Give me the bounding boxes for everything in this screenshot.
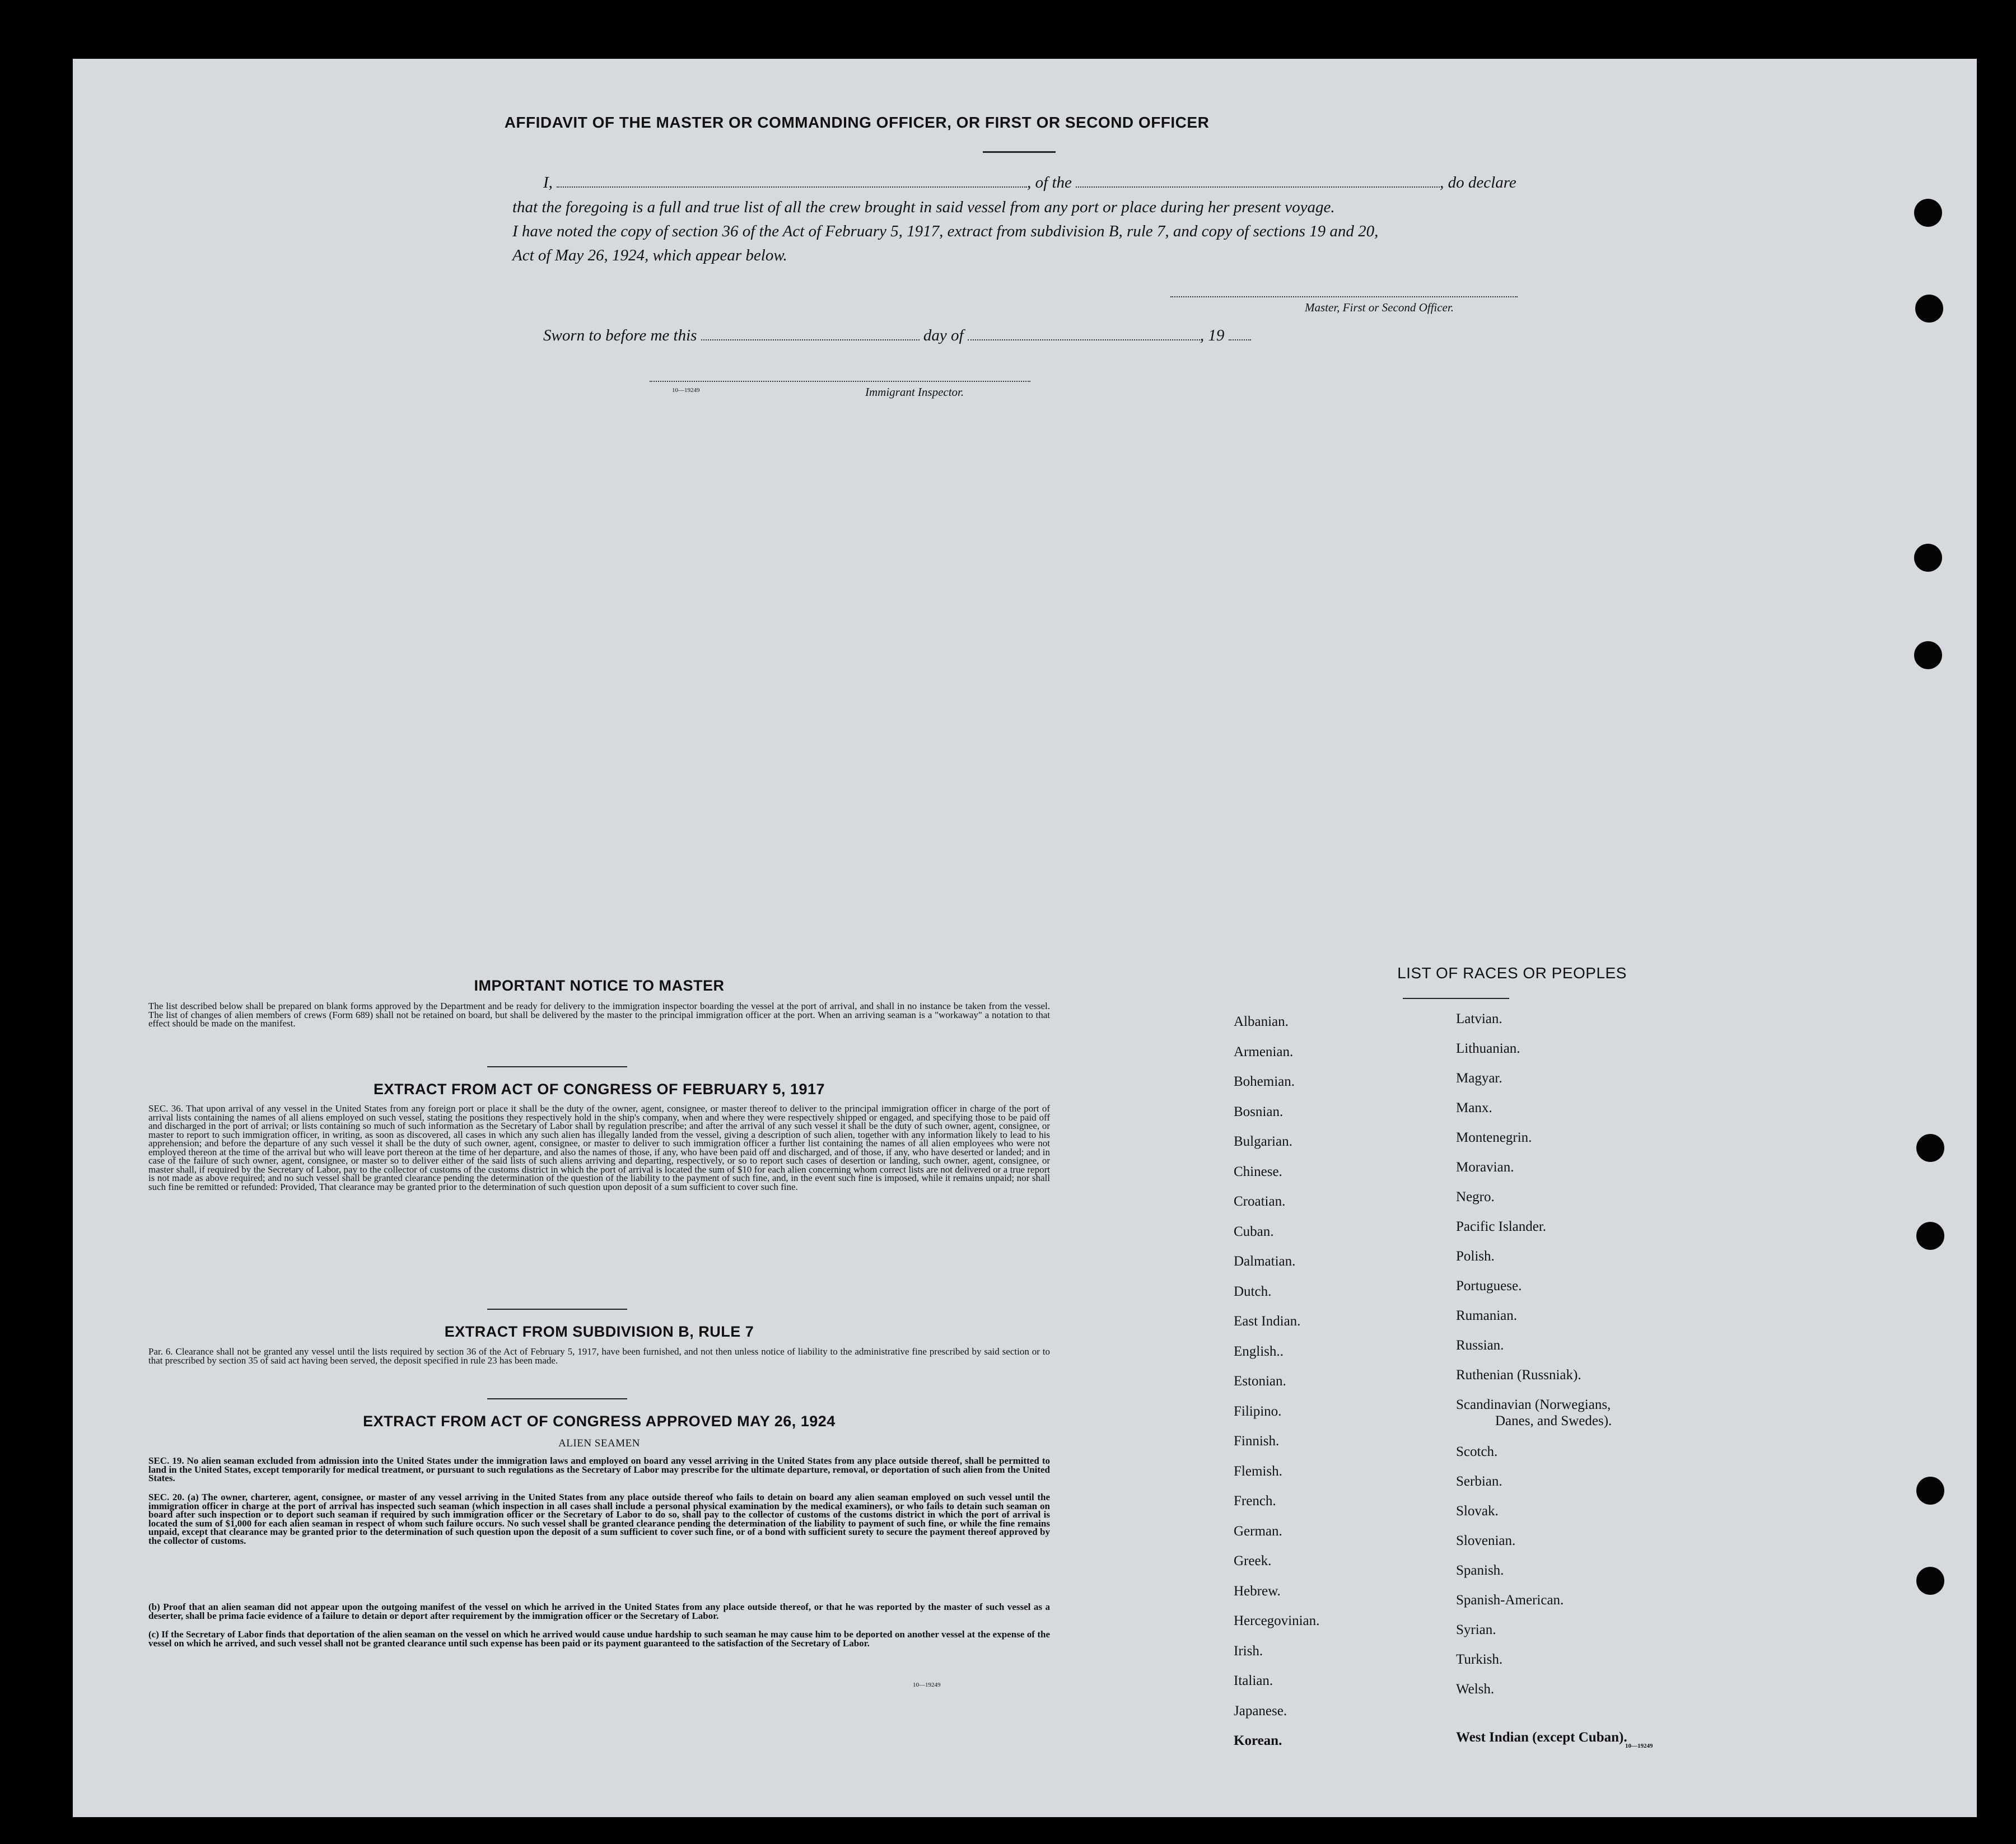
sworn-day-blank[interactable] [701, 339, 920, 340]
form-number-top: 10—19249 [672, 387, 700, 394]
punch-hole [1915, 295, 1943, 323]
sworn-label: Sworn to before me this [543, 326, 697, 344]
do-declare-label: , do declare [1440, 174, 1516, 192]
race-item: Magyar. [1456, 1071, 1502, 1086]
race-item: Korean. [1234, 1733, 1282, 1748]
race-item: Spanish. [1456, 1563, 1504, 1578]
races-divider [1403, 998, 1509, 999]
race-item: Turkish. [1456, 1652, 1503, 1667]
race-item: Lithuanian. [1456, 1041, 1520, 1056]
race-item: Rumanian. [1456, 1308, 1518, 1323]
race-item: English.. [1234, 1344, 1284, 1359]
race-item: Moravian. [1456, 1160, 1514, 1175]
race-item: Irish. [1234, 1644, 1263, 1659]
punch-hole [1916, 1477, 1944, 1505]
extract-rule7-text: Par. 6. Clearance shall not be granted any vessel until the lists required by section 36 of the Act of February 5, 1917, have been furnished, and not then unless notice of liability to the administrative fine prescribed by said section or to that prescribed by section 35 of said act having been served, the deposit specified in rule 23 has been made. [148, 1346, 1050, 1366]
punch-hole [1916, 1567, 1944, 1595]
race-item: Montenegrin. [1456, 1130, 1532, 1145]
extract-1917-text: SEC. 36. That upon arrival of any vessel in the United States from any foreign port or place it shall be the duty of the owner, agent, consignee, or master thereof to deliver to the principal immigration officer in charge of the port of arrival lists containing the names of all aliens employed on such vessel, stating the positions they respectively hold in the ship's company, when and where they were respectively shipped or engaged, and specifying those to be paid off and discharged in the port of arrival; or lists containing so much of such information as the Secretary of Labor shall by regulation prescribe; and after the arrival of any such vessel it shall be the duty of such owner, agent, consignee, or master to report to such immigration officer, in writing, as soon as discovered, all cases in which any such alien has illegally landed from the vessel, giving a description of such alien, together with any information likely to lead to his apprehension; and before the departure of any such vessel it shall be the duty of such owner, agent, consignee, or master to deliver to such immigration officer a further list containing the names of all alien employees who were not employed thereon at the time of the arrival but who will leave port thereon at the time of her departure, and also the names of those, if any, who have been paid off and discharged, and of those, if any, who have deserted or landed; and in case of the failure of such owner, agent, consignee, or master so to deliver either of the said lists of such aliens arriving and departing, respectively, or so to report such cases of desertion or landing, such owner, agent, consignee, or master shall, if required by the Secretary of Labor, pay to the collector of customs of the customs district in which the port of arrival is located the sum of $10 for each alien concerning whom correct lists are not delivered or a true report is not made as above required; and no such vessel shall be granted clearance pending the determination of the question of the liability to the payment of such fine, and, in the event such fine is imposed, while it remains unpaid; nor shall such fine be remitted or refunded: Provided, That clearance may be granted prior to the determination of such question upon deposit of a sum sufficient to cover such fine. [148, 1103, 1050, 1192]
race-item: Hebrew. [1234, 1584, 1281, 1599]
alien-seamen-subtitle: ALIEN SEAMEN [558, 1437, 640, 1449]
affidavit-line-2: that the foregoing is a full and true list of all the crew brought in said vessel from any port or place during her present voyage. [512, 198, 1335, 216]
sec-19-text: SEC. 19. No alien seaman excluded from admission into the United States under the immigration laws and employed on board any vessel arriving in the United States from any place outside thereof, shall be permitted to land in the United States, except temporarily for medical treatment, or pursuant to such regulations as the Secretary of Labor may prescribe for the ultimate departure, removal, or deportation of such alien from the United States. [148, 1455, 1050, 1483]
divider [487, 1309, 627, 1310]
punch-hole [1914, 544, 1942, 572]
affidavit-line-4: Act of May 26, 1924, which appear below. [512, 246, 787, 264]
race-item: Dalmatian. [1234, 1254, 1296, 1269]
punch-hole [1916, 1134, 1944, 1162]
race-item: French. [1234, 1493, 1276, 1509]
race-item: Bosnian. [1234, 1104, 1284, 1119]
race-item: Chinese. [1234, 1164, 1282, 1179]
extract-1924-title: EXTRACT FROM ACT OF CONGRESS APPROVED MAY 26, 1924 [363, 1413, 836, 1430]
form-number-bottom: 10—19249 [913, 1682, 941, 1688]
race-item: Bohemian. [1234, 1074, 1295, 1089]
race-item: Spanish-American. [1456, 1593, 1564, 1608]
document-sheet [73, 59, 1977, 1817]
affidavit-title: AFFIDAVIT OF THE MASTER OR COMMANDING OFFICER, OR FIRST OR SECOND OFFICER [504, 114, 1210, 131]
divider [487, 1066, 627, 1067]
race-item: Bulgarian. [1234, 1134, 1292, 1149]
races-title: LIST OF RACES OR PEOPLES [1397, 964, 1627, 982]
notice-text: The list described below shall be prepared on blank forms approved by the Department and be ready for delivery to the immigration inspector boarding the vessel at the port of arrival, and shall in no instance be taken from the vessel. The list of changes of alien members of crews (Form 689) shall not be retained on board, but shall be delivered by the master to the principal immigration officer at the port. When an arriving seaman is a "workaway" a notation to that effect should be made on the manifest. [148, 1001, 1050, 1029]
affidavit-line-3: I have noted the copy of section 36 of the Act of February 5, 1917, extract from subdivision B, rule 7, and copy of sections 19 and 20, [512, 222, 1379, 240]
extract-1917-title: EXTRACT FROM ACT OF CONGRESS OF FEBRUARY 5, 1917 [373, 1081, 825, 1098]
extract-rule7-title: EXTRACT FROM SUBDIVISION B, RULE 7 [444, 1323, 754, 1340]
divider [487, 1398, 627, 1399]
sec-20a-text: SEC. 20. (a) The owner, charterer, agent, consignee, or master of any vessel arriving in the United States from any place outside thereof who fails to detain on board any alien seaman employed on such vessel until the immigration officer in charge at the port of arrival has inspected such seaman (which inspection in all cases shall include a personal physical examination by the medical examiners), or who fails to detain such seaman on board after such inspection or to deport such seaman if required by such immigration officer or the Secretary of Labor to do so, shall pay to the collector of customs of the customs district in which the port of arrival is located the sum of $1,000 for each alien seaman in respect of whom such failure occurs. No such vessel shall be granted clearance pending the determination of the liability to payment of such fine, or while the fine remains unpaid, except that clearance may be granted prior to the determination of such question upon the deposit of a sum sufficient to cover such fine, or of a bond with sufficient surety to secure the payment thereof approved by the collector of customs. [148, 1492, 1050, 1546]
race-item: Serbian. [1456, 1474, 1502, 1489]
punch-hole [1916, 1222, 1944, 1250]
sworn-year-blank[interactable] [1229, 339, 1251, 340]
race-item: Armenian. [1234, 1044, 1294, 1059]
of-the-label: , of the [1027, 174, 1072, 192]
sec-20c-text: (c) If the Secretary of Labor finds that deportation of the alien seaman on the vessel on which he arrived would cause undue hardship to such seaman he may cause him to be deported on another vessel at the expense of the vessel on which he arrived, and such vessel shall not be granted clearance until such expense has been paid or its payment guaranteed to the satisfaction of the Secretary of Labor. [148, 1629, 1050, 1649]
inspector-label: Immigrant Inspector. [865, 385, 964, 399]
punch-hole [1914, 199, 1942, 227]
race-item: West Indian (except Cuban). [1456, 1730, 1627, 1745]
inspector-signature-line[interactable] [650, 381, 1030, 382]
form-number-races: 10—19249 [1625, 1743, 1653, 1749]
race-item: Japanese. [1234, 1703, 1287, 1719]
race-item: Filipino. [1234, 1404, 1282, 1419]
race-item: Pacific Islander. [1456, 1219, 1547, 1234]
race-item: Ruthenian (Russniak). [1456, 1367, 1581, 1383]
race-item: East Indian. [1234, 1314, 1301, 1329]
race-item: Portuguese. [1456, 1278, 1522, 1294]
declarant-prefix: I, [543, 174, 553, 192]
sworn-line [543, 326, 1251, 345]
affidavit-line-1 [543, 174, 1516, 192]
sec-20b-text: (b) Proof that an alien seaman did not appear upon the outgoing manifest of the vessel on which he arrived in the United States from any place outside thereof, or that he was reported by the master of such vessel as a deserter, shall be prima facie evidence of a failure to detain or deport after requirement by the immigration officer or the Secretary of Labor. [148, 1602, 1050, 1621]
race-item: Finnish. [1234, 1434, 1280, 1449]
race-item: Italian. [1234, 1673, 1273, 1688]
race-item: Danes, and Swedes). [1495, 1413, 1612, 1428]
race-item: Greek. [1234, 1553, 1272, 1568]
race-item: Latvian. [1456, 1011, 1502, 1026]
vessel-name-blank[interactable] [1076, 186, 1440, 188]
race-item: Croatian. [1234, 1194, 1286, 1209]
race-item: Manx. [1456, 1100, 1492, 1115]
master-signature-line[interactable] [1170, 296, 1518, 297]
race-item: Slovak. [1456, 1504, 1499, 1519]
race-item: Flemish. [1234, 1464, 1282, 1479]
year-prefix: , 19 [1200, 326, 1225, 344]
race-item: Scandinavian (Norwegians, [1456, 1397, 1611, 1412]
race-item: Negro. [1456, 1189, 1495, 1205]
notice-title: IMPORTANT NOTICE TO MASTER [474, 977, 725, 994]
sworn-month-blank[interactable] [968, 339, 1200, 340]
race-item: German. [1234, 1524, 1282, 1539]
race-item: Syrian. [1456, 1622, 1496, 1637]
declarant-name-blank[interactable] [557, 186, 1027, 188]
race-item: Hercegovinian. [1234, 1613, 1320, 1628]
day-of-label: day of [923, 326, 964, 344]
race-item: Scotch. [1456, 1444, 1498, 1459]
title-divider [983, 151, 1056, 153]
race-item: Estonian. [1234, 1374, 1286, 1389]
master-signature-label: Master, First or Second Officer. [1305, 301, 1454, 314]
race-item: Albanian. [1234, 1014, 1289, 1029]
punch-hole [1914, 641, 1942, 669]
race-item: Polish. [1456, 1249, 1495, 1264]
race-item: Russian. [1456, 1338, 1504, 1353]
race-item: Slovenian. [1456, 1533, 1516, 1548]
race-item: Welsh. [1456, 1682, 1495, 1697]
race-item: Dutch. [1234, 1284, 1272, 1299]
race-item: Cuban. [1234, 1224, 1274, 1239]
